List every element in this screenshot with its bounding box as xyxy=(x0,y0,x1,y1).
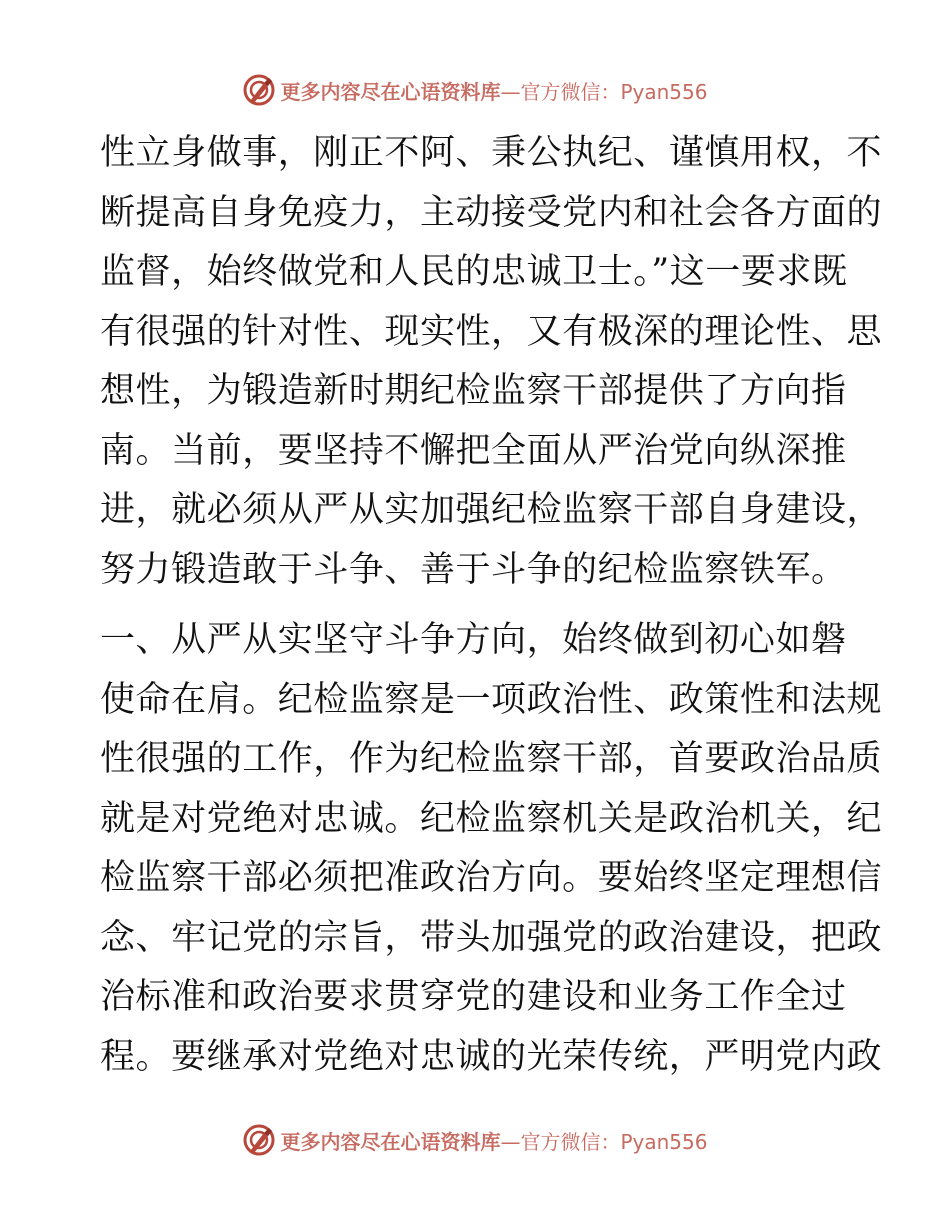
text-line: 就是对党绝对忠诚。纪检监察机关是政治机关，纪 xyxy=(100,798,883,839)
text-line: 南。当前，要坚持不懈把全面从严治党向纵深推 xyxy=(100,430,847,471)
text-line: 性立身做事，刚正不阿、秉公执纪、谨慎用权，不 xyxy=(100,133,883,173)
banner-main-text: 更多内容尽在心语资料库 xyxy=(280,79,501,104)
text-line: 念、牢记党的宗旨，带头加强党的政治建设，把政 xyxy=(100,917,883,958)
paragraph-1 xyxy=(100,124,883,600)
text-line: 检监察干部必须把准政治方向。要始终坚定理想信 xyxy=(100,858,883,898)
text-line: 性很强的工作，作为纪检监察干部，首要政治品质 xyxy=(100,739,883,779)
text-line: 程。要继承对党绝对忠诚的光荣传统，严明党内政 xyxy=(100,1036,883,1077)
text-line: 使命在肩。纪检监察是一项政治性、政策性和法规 xyxy=(100,679,883,720)
text-line: 努力锻造敢于斗争、善于斗争的纪检监察铁军。 xyxy=(100,549,847,590)
text-line: 治标准和政治要求贯穿党的建设和业务工作全过 xyxy=(100,977,847,1017)
paragraph-2 xyxy=(100,611,883,1087)
banner-sub-text: —官方微信：Pyan556 xyxy=(500,79,708,104)
text-line: 有很强的针对性、现实性，又有极深的理论性、思 xyxy=(100,311,883,352)
text-line: 监督，始终做党和人民的忠诚卫士。”这一要求既 xyxy=(100,252,848,292)
text-line: 进，就必须从严从实加强纪检监察干部自身建设， xyxy=(100,490,883,530)
logo-icon xyxy=(242,73,276,107)
banner-sub-text: —官方微信：Pyan556 xyxy=(500,1129,708,1154)
text-line: 想性，为锻造新时期纪检监察干部提供了方向指 xyxy=(100,371,847,411)
document-body xyxy=(100,124,883,1087)
header-watermark xyxy=(0,70,950,110)
footer-watermark xyxy=(0,1120,950,1160)
text-line: 一、从严从实坚守斗争方向，始终做到初心如磐 xyxy=(100,620,847,660)
paragraph-gap xyxy=(100,600,852,611)
banner-main-text: 更多内容尽在心语资料库 xyxy=(280,1129,501,1154)
text-line: 断提高自身免疫力，主动接受党内和社会各方面的 xyxy=(100,192,883,233)
logo-icon xyxy=(242,1123,276,1157)
